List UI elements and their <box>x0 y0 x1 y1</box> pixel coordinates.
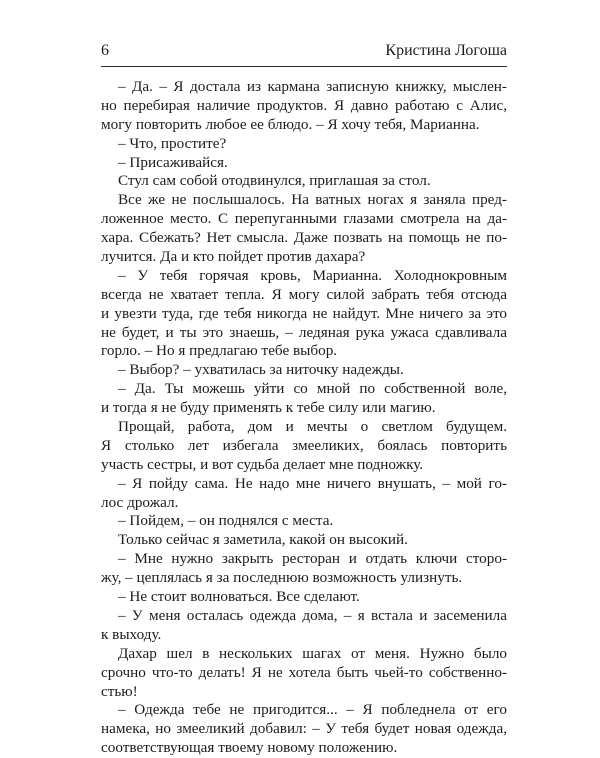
text-line: – Не стоит волноваться. Все сделают. <box>118 588 360 606</box>
text-line: жу, – цеплялась я за последнюю возможность улизнуть. <box>101 569 463 587</box>
text-line: ложенное место. С перепуганными глазами смотрела на да- <box>101 210 507 228</box>
text-line: Прощай, работа, дом и мечты о светлом будущем. <box>118 418 507 436</box>
page-number: 6 <box>101 42 109 59</box>
text-line: лучится. Да и кто пойдет против дахара? <box>101 248 366 266</box>
text-line: и тогда я не буду применять к тебе силу или магию. <box>101 399 436 417</box>
text-line: – Пойдем, – он поднялся с места. <box>118 512 334 530</box>
text-line: но перебирая наличие продуктов. Я давно работаю с Алис, <box>101 96 507 114</box>
text-line: – Я пойду сама. Не надо мне ничего внушать, – мой го- <box>118 474 507 492</box>
text-line: – Одежда тебе не пригодится... – Я побледнела от его <box>118 701 507 719</box>
text-line: Я столько лет избегала змееликих, боялась повторить <box>101 436 507 454</box>
text-line: не будет, и ты это знаешь, – ледяная рука ужаса сдавливала <box>101 323 507 341</box>
header-rule <box>101 66 507 67</box>
text-line: – Мне нужно закрыть ресторан и отдать ключи сторо- <box>118 550 507 568</box>
text-line: Только сейчас я заметила, какой он высокий. <box>118 531 408 549</box>
page-header <box>101 42 507 64</box>
text-line: соответствующая твоему новому положению. <box>101 739 398 757</box>
text-line: намека, но змееликий добавил: – У тебя будет новая одежда, <box>101 720 507 738</box>
body-text <box>101 78 507 758</box>
text-line: – У меня осталась одежда дома, – я встала и засеменила <box>118 606 507 624</box>
text-line: Стул сам собой отодвинулся, приглашая за стол. <box>118 172 431 190</box>
text-line: – Выбор? – ухватилась за ниточку надежды. <box>118 361 404 379</box>
text-line: и увезти туда, где тебя никогда не найдут. Мне ничего за это <box>101 304 507 322</box>
text-line: – У тебя горячая кровь, Марианна. Холоднокровным <box>118 266 507 284</box>
running-title-author: Кристина Логоша <box>385 42 507 59</box>
text-line: Дахар шел в нескольких шагах от меня. Нужно было <box>118 644 507 662</box>
text-line: участь сестры, и вот судьба делает мне подножку. <box>101 455 424 473</box>
text-line: всегда не хватает тепла. Я могу силой забрать тебя отсюда <box>101 285 507 303</box>
text-line: к выходу. <box>101 625 162 643</box>
text-line: – Что, простите? <box>118 134 227 152</box>
text-line: горло. – Но я предлагаю тебе выбор. <box>101 342 338 360</box>
text-line: стью! <box>101 682 138 700</box>
text-line: – Да. – Я достала из кармана записную книжку, мыслен- <box>118 78 507 95</box>
text-line: срочно что-то делать! Я не хотела быть чьей-то собственно- <box>101 663 507 681</box>
text-line: лос дрожал. <box>101 493 179 511</box>
text-line: – Присаживайся. <box>118 153 228 171</box>
text-line: – Да. Ты можешь уйти со мной по собственной воле, <box>118 380 507 398</box>
text-line: хара. Сбежать? Нет смысла. Даже позвать на помощь не по- <box>101 229 507 247</box>
text-line: Все же не послышалось. На ватных ногах я заняла пред- <box>118 191 507 209</box>
text-line: могу повторить любое ее блюдо. – Я хочу тебя, Марианна. <box>101 115 480 133</box>
